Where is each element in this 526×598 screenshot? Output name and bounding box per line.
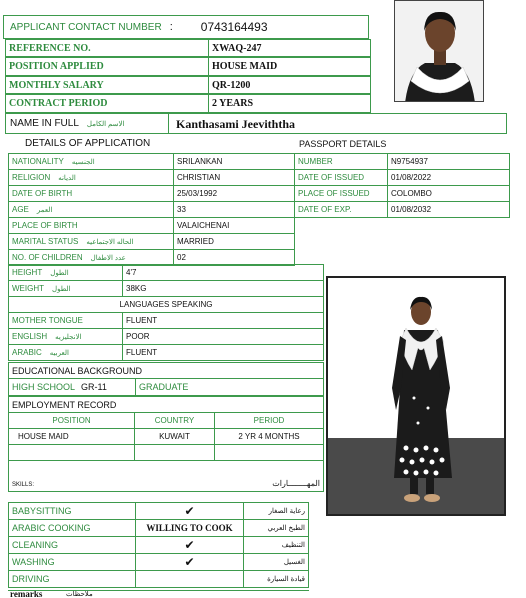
- language-label-arabic: الانجليزيه: [55, 333, 82, 341]
- remarks-label: remarks: [10, 590, 43, 598]
- skill-check-icon: ✔: [184, 555, 195, 569]
- detail-value: VALAICHENAI: [177, 221, 230, 230]
- language-label: ARABIC: [12, 348, 42, 357]
- skill-check-icon: ✔: [184, 504, 195, 518]
- employment-column-header: POSITION: [52, 416, 91, 425]
- application-heading: DETAILS OF APPLICATION: [25, 138, 151, 149]
- physical-value: 4'7: [126, 268, 137, 277]
- detail-label: NATIONALITY: [12, 157, 64, 166]
- language-level: FLUENT: [126, 348, 158, 357]
- physical-table: [8, 264, 324, 296]
- contact-label: APPLICANT CONTACT NUMBER: [10, 21, 162, 33]
- summary-table: [5, 39, 371, 113]
- employment-table: [8, 396, 324, 492]
- language-level: POOR: [126, 332, 150, 341]
- detail-label: DATE OF BIRTH: [12, 189, 73, 198]
- skills-label-arabic: المهــــــــارات: [272, 479, 320, 488]
- contact-separator: :: [169, 21, 173, 33]
- language-label: ENGLISH: [12, 332, 48, 341]
- passport-label: DATE OF EXP.: [298, 205, 352, 214]
- language-level: FLUENT: [126, 316, 158, 325]
- education-grade: GR-11: [81, 382, 107, 392]
- detail-value: 25/03/1992: [177, 189, 218, 198]
- contact-number: 0743164493: [200, 20, 268, 34]
- name-row: [5, 113, 507, 134]
- passport-value: N9754937: [391, 157, 428, 166]
- skills-label: SKILLS:: [12, 482, 35, 488]
- language-label-arabic: العربيه: [49, 349, 69, 357]
- physical-label: WEIGHT: [12, 284, 44, 293]
- physical-label-arabic: الطول: [50, 269, 69, 277]
- summary-label: POSITION APPLIED: [9, 61, 104, 72]
- education-level: HIGH SCHOOL: [12, 382, 76, 392]
- employment-country: KUWAIT: [159, 432, 190, 441]
- remarks-label-arabic: ملاحظات: [66, 591, 93, 598]
- summary-value: HOUSE MAID: [212, 61, 278, 72]
- skill-label-arabic: الغسيل: [283, 559, 305, 566]
- physical-label: HEIGHT: [12, 268, 43, 277]
- passport-value: 01/08/2032: [391, 205, 432, 214]
- employment-period: 2 YR 4 MONTHS: [238, 432, 300, 441]
- name-label: NAME IN FULL: [10, 118, 79, 129]
- detail-label-arabic: الحاله الاجتماعيه: [86, 238, 134, 246]
- applicant-full-body-photo: [326, 276, 506, 516]
- passport-heading: PASSPORT DETAILS: [299, 139, 387, 149]
- education-table: [8, 362, 324, 396]
- detail-value: CHRISTIAN: [177, 173, 221, 182]
- detail-value: SRILANKAN: [177, 157, 223, 166]
- detail-label-arabic: الديانه: [58, 174, 76, 182]
- education-status: GRADUATE: [139, 382, 189, 392]
- applicant-portrait-photo: [394, 0, 484, 102]
- detail-label-arabic: الجنسيه: [71, 158, 95, 166]
- passport-table: [294, 153, 510, 218]
- contact-row: [3, 15, 369, 39]
- detail-label: MARITAL STATUS: [12, 237, 79, 246]
- detail-label-arabic: العمر: [36, 206, 53, 214]
- skill-label-arabic: رعاية الصغار: [268, 508, 305, 515]
- summary-value: QR-1200: [212, 79, 251, 91]
- skill-label-arabic: قيادة السيارة: [267, 576, 305, 583]
- detail-label: RELIGION: [12, 173, 51, 182]
- education-heading: EDUCATIONAL BACKGROUND: [12, 365, 143, 376]
- physical-label-arabic: الطول: [52, 285, 71, 293]
- detail-label: AGE: [12, 205, 29, 214]
- skill-value: WILLING TO COOK: [146, 523, 233, 533]
- name-label-arabic: الاسم الكامل: [86, 120, 125, 128]
- summary-value: 2 YEARS: [212, 98, 254, 109]
- skill-label: ARABIC COOKING: [12, 523, 91, 533]
- skill-check-icon: ✔: [184, 538, 195, 552]
- passport-label: DATE OF ISSUED: [298, 173, 365, 182]
- employment-position: HOUSE MAID: [18, 432, 69, 441]
- passport-label: NUMBER: [298, 157, 333, 166]
- summary-label: MONTHLY SALARY: [9, 79, 104, 91]
- summary-value: XWAQ-247: [212, 42, 262, 54]
- employment-column-header: PERIOD: [253, 416, 285, 425]
- languages-heading: LANGUAGES SPEAKING: [119, 300, 213, 309]
- skill-label: BABYSITTING: [12, 506, 72, 516]
- summary-label: REFERENCE NO.: [9, 42, 91, 54]
- skill-label: CLEANING: [12, 540, 59, 550]
- skill-label: WASHING: [12, 557, 55, 567]
- skill-label-arabic: التنظيف: [281, 542, 305, 549]
- details-table: [8, 153, 295, 265]
- skills-table: [8, 502, 309, 590]
- skill-label-arabic: الطبخ العربي: [267, 525, 305, 532]
- summary-label: CONTRACT PERIOD: [9, 98, 108, 109]
- passport-value: COLOMBO: [391, 189, 432, 198]
- detail-value: 33: [177, 205, 186, 214]
- passport-label: PLACE OF ISSUED: [298, 189, 370, 198]
- detail-label: NO. OF CHILDREN: [12, 253, 83, 262]
- employment-column-header: COUNTRY: [154, 416, 195, 425]
- skill-label: DRIVING: [12, 574, 50, 584]
- remarks-row: [8, 590, 309, 598]
- physical-value: 38KG: [126, 284, 147, 293]
- detail-label-arabic: عدد الاطفال: [90, 254, 126, 262]
- language-label: MOTHER TONGUE: [12, 316, 83, 325]
- name-label-cell: [6, 114, 169, 133]
- detail-label: PLACE OF BIRTH: [12, 221, 78, 230]
- detail-value: 02: [177, 253, 186, 262]
- detail-value: MARRIED: [177, 237, 214, 246]
- employment-heading: EMPLOYMENT RECORD: [12, 399, 117, 410]
- languages-table: [8, 296, 324, 362]
- passport-value: 01/08/2022: [391, 173, 432, 182]
- applicant-name: Kanthasami Jeeviththa: [176, 117, 296, 131]
